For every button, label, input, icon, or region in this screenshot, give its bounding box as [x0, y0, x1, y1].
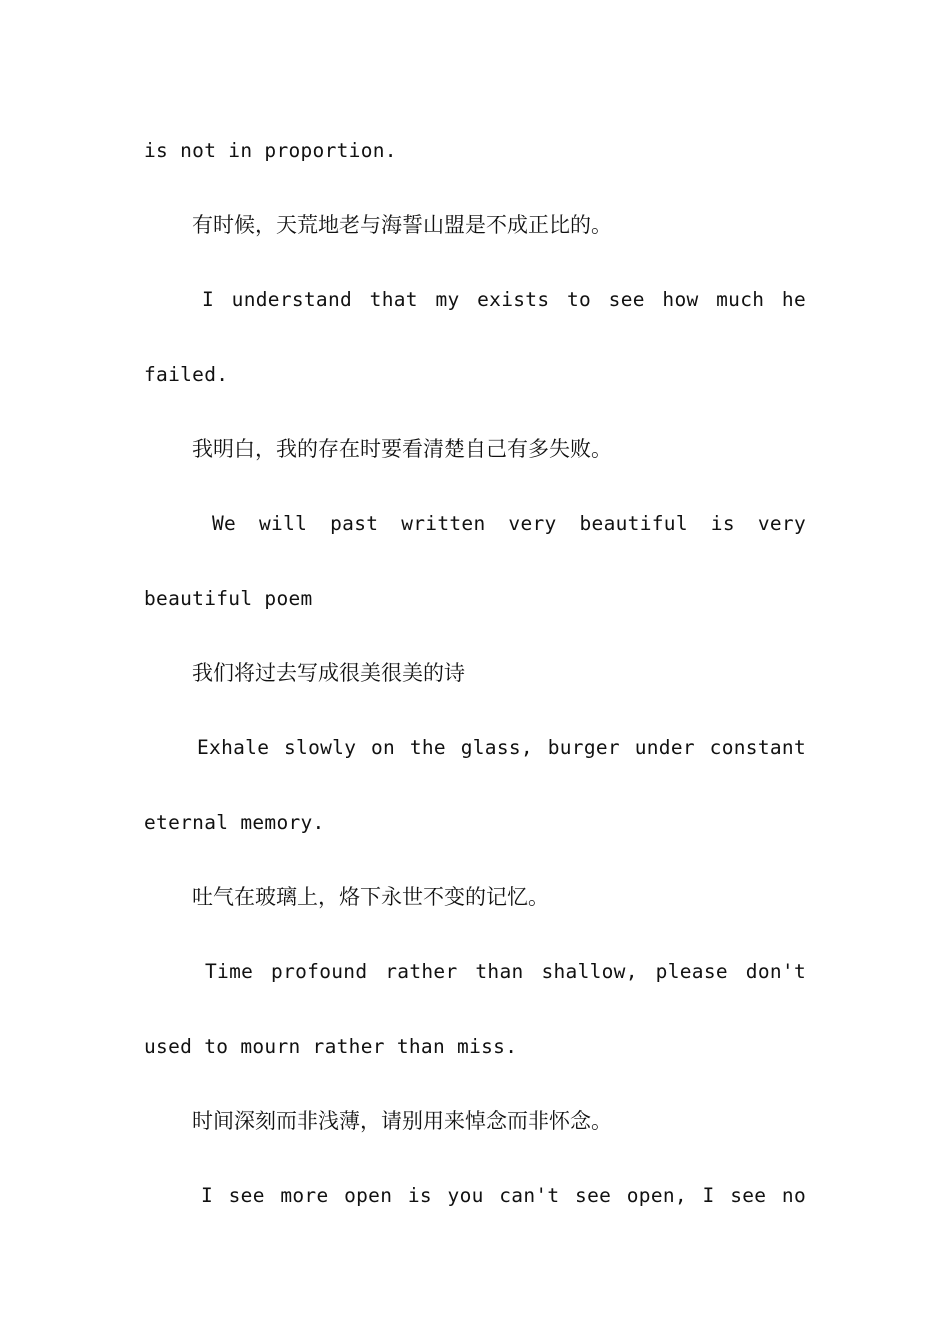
text-line: 我们将过去写成很美很美的诗 [192, 661, 465, 685]
text-line: eternal memory. [144, 811, 325, 834]
text-line: 有时候，天荒地老与海誓山盟是不成正比的。 [192, 213, 612, 237]
text-line: is not in proportion. [144, 139, 397, 162]
text-line: I see more open is you can't see open, I see no [201, 1184, 806, 1207]
text-line: I understand that my exists to see how much he [202, 288, 806, 311]
text-line: We will past written very beautiful is very [212, 512, 806, 535]
text-line: used to mourn rather than miss. [144, 1035, 518, 1058]
text-line: Time profound rather than shallow, please don't [205, 960, 806, 983]
text-line: Exhale slowly on the glass, burger under constant [197, 736, 806, 759]
text-line: 吐气在玻璃上，烙下永世不变的记忆。 [192, 885, 549, 909]
text-line: failed. [144, 363, 229, 386]
text-line: 我明白，我的存在时要看清楚自己有多失败。 [192, 437, 612, 461]
text-line: 时间深刻而非浅薄，请别用来悼念而非怀念。 [192, 1109, 612, 1133]
text-line: beautiful poem [144, 587, 313, 610]
